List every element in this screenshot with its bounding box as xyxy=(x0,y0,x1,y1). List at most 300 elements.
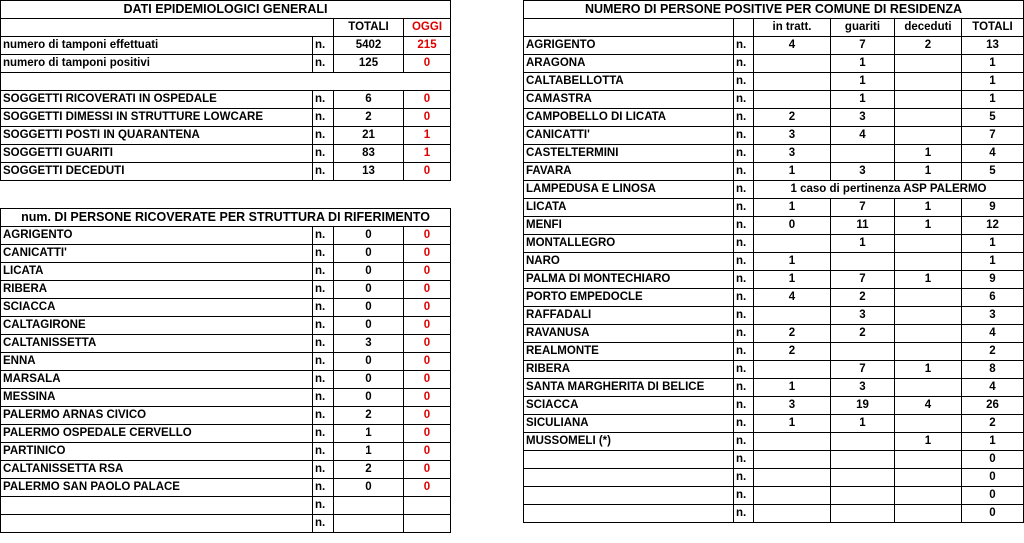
row-label: CALTANISSETTA RSA xyxy=(1,461,313,479)
row-label: CANICATTI' xyxy=(1,245,313,263)
row-label xyxy=(524,487,734,505)
row-in-tratt: 4 xyxy=(754,289,831,307)
table-row xyxy=(1,109,451,127)
row-n: n. xyxy=(734,451,754,469)
row-totali: 21 xyxy=(334,127,404,145)
row-in-tratt: 1 xyxy=(754,253,831,271)
row-totali: 0 xyxy=(334,245,404,263)
row-deceduti xyxy=(895,343,962,361)
row-label: AGRIGENTO xyxy=(524,37,734,55)
row-n: n. xyxy=(734,253,754,271)
row-deceduti xyxy=(895,289,962,307)
row-n: n. xyxy=(313,299,334,317)
row-n: n. xyxy=(313,443,334,461)
row-totali: 0 xyxy=(334,299,404,317)
table-row xyxy=(524,397,1024,415)
row-in-tratt: 1 xyxy=(754,271,831,289)
row-totali: 1 xyxy=(962,433,1024,451)
row-guariti: 1 xyxy=(831,91,895,109)
row-in-tratt: 3 xyxy=(754,145,831,163)
row-label: SICULIANA xyxy=(524,415,734,433)
row-label: NARO xyxy=(524,253,734,271)
row-n: n. xyxy=(313,37,334,55)
row-oggi: 0 xyxy=(404,163,451,181)
row-oggi: 0 xyxy=(404,109,451,127)
row-label: PALERMO SAN PAOLO PALACE xyxy=(1,479,313,497)
row-deceduti: 1 xyxy=(895,145,962,163)
row-totali: 7 xyxy=(962,127,1024,145)
row-oggi: 0 xyxy=(404,371,451,389)
row-n: n. xyxy=(734,469,754,487)
row-totali: 12 xyxy=(962,217,1024,235)
row-in-tratt: 1 xyxy=(754,199,831,217)
table-row xyxy=(1,515,451,533)
row-label: CAMASTRA xyxy=(524,91,734,109)
row-deceduti: 1 xyxy=(895,433,962,451)
row-label: SCIACCA xyxy=(1,299,313,317)
row-deceduti xyxy=(895,91,962,109)
row-totali: 6 xyxy=(962,289,1024,307)
row-oggi: 0 xyxy=(404,281,451,299)
row-label: RAVANUSA xyxy=(524,325,734,343)
row-n: n. xyxy=(313,335,334,353)
row-totali: 2 xyxy=(334,109,404,127)
row-guariti xyxy=(831,505,895,523)
row-deceduti xyxy=(895,235,962,253)
row-n: n. xyxy=(313,389,334,407)
row-deceduti xyxy=(895,73,962,91)
table-row xyxy=(1,245,451,263)
row-n: n. xyxy=(734,397,754,415)
row-oggi: 0 xyxy=(404,461,451,479)
table-row xyxy=(524,145,1024,163)
row-n: n. xyxy=(734,109,754,127)
row-n: n. xyxy=(313,353,334,371)
row-note: 1 caso di pertinenza ASP PALERMO xyxy=(754,181,1024,199)
row-oggi: 0 xyxy=(404,425,451,443)
row-n: n. xyxy=(313,55,334,73)
row-guariti: 7 xyxy=(831,199,895,217)
table-row xyxy=(524,163,1024,181)
row-in-tratt: 2 xyxy=(754,325,831,343)
row-guariti: 19 xyxy=(831,397,895,415)
col-deceduti: deceduti xyxy=(895,19,962,37)
row-oggi: 0 xyxy=(404,407,451,425)
row-totali: 5 xyxy=(962,109,1024,127)
table-row xyxy=(1,389,451,407)
row-label: CASTELTERMINI xyxy=(524,145,734,163)
row-label: SOGGETTI GUARITI xyxy=(1,145,313,163)
table-row xyxy=(524,361,1024,379)
row-n: n. xyxy=(734,217,754,235)
row-n: n. xyxy=(734,307,754,325)
row-n: n. xyxy=(313,245,334,263)
table-row xyxy=(524,343,1024,361)
row-label: CALTABELLOTTA xyxy=(524,73,734,91)
row-totali: 0 xyxy=(334,263,404,281)
row-n: n. xyxy=(313,515,334,533)
row-label: PORTO EMPEDOCLE xyxy=(524,289,734,307)
row-oggi: 0 xyxy=(404,389,451,407)
table-row xyxy=(524,127,1024,145)
table-row xyxy=(1,317,451,335)
row-label: ENNA xyxy=(1,353,313,371)
table-row xyxy=(1,281,451,299)
row-totali: 2 xyxy=(334,461,404,479)
row-label: PALERMO OSPEDALE CERVELLO xyxy=(1,425,313,443)
row-deceduti: 1 xyxy=(895,163,962,181)
row-n: n. xyxy=(313,163,334,181)
table-row xyxy=(524,271,1024,289)
general-title: DATI EPIDEMIOLOGICI GENERALI xyxy=(1,1,451,19)
row-in-tratt: 1 xyxy=(754,163,831,181)
table-row xyxy=(524,451,1024,469)
col-in-tratt: in tratt. xyxy=(754,19,831,37)
table-row xyxy=(524,235,1024,253)
row-label: LICATA xyxy=(1,263,313,281)
table-row xyxy=(1,37,451,55)
row-guariti: 11 xyxy=(831,217,895,235)
row-in-tratt xyxy=(754,451,831,469)
row-guariti: 7 xyxy=(831,37,895,55)
row-n: n. xyxy=(313,263,334,281)
row-label xyxy=(524,469,734,487)
row-label: PALERMO ARNAS CIVICO xyxy=(1,407,313,425)
table-row xyxy=(1,425,451,443)
hospitals-title: num. DI PERSONE RICOVERATE PER STRUTTURA DI RIFERIMENTO xyxy=(1,209,451,227)
col-guariti: guariti xyxy=(831,19,895,37)
row-label: MESSINA xyxy=(1,389,313,407)
table-row xyxy=(1,55,451,73)
row-oggi xyxy=(404,515,451,533)
row-totali: 0 xyxy=(962,487,1024,505)
row-in-tratt: 3 xyxy=(754,397,831,415)
row-oggi: 0 xyxy=(404,317,451,335)
row-totali: 3 xyxy=(334,335,404,353)
row-guariti: 2 xyxy=(831,325,895,343)
table-row xyxy=(1,443,451,461)
row-in-tratt: 2 xyxy=(754,343,831,361)
row-n: n. xyxy=(313,127,334,145)
row-deceduti: 4 xyxy=(895,397,962,415)
row-totali: 1 xyxy=(962,253,1024,271)
hospitals-table xyxy=(0,208,451,533)
row-totali: 0 xyxy=(334,479,404,497)
table-row xyxy=(1,91,451,109)
row-guariti: 1 xyxy=(831,235,895,253)
table-row xyxy=(524,307,1024,325)
row-in-tratt xyxy=(754,487,831,505)
row-totali: 0 xyxy=(334,389,404,407)
row-n: n. xyxy=(734,433,754,451)
row-label: SANTA MARGHERITA DI BELICE xyxy=(524,379,734,397)
row-deceduti: 1 xyxy=(895,217,962,235)
row-totali: 9 xyxy=(962,271,1024,289)
row-totali: 0 xyxy=(334,353,404,371)
row-label xyxy=(1,497,313,515)
table-row xyxy=(1,163,451,181)
row-n: n. xyxy=(313,145,334,163)
row-guariti xyxy=(831,487,895,505)
table-row xyxy=(1,371,451,389)
row-n: n. xyxy=(313,425,334,443)
row-label: LICATA xyxy=(524,199,734,217)
row-deceduti: 1 xyxy=(895,199,962,217)
row-n: n. xyxy=(313,109,334,127)
row-oggi: 0 xyxy=(404,479,451,497)
row-totali: 5 xyxy=(962,163,1024,181)
row-label: CALTANISSETTA xyxy=(1,335,313,353)
row-guariti xyxy=(831,451,895,469)
row-label: numero di tamponi positivi xyxy=(1,55,313,73)
row-n: n. xyxy=(734,55,754,73)
row-deceduti xyxy=(895,127,962,145)
row-label: SOGGETTI DIMESSI IN STRUTTURE LOWCARE xyxy=(1,109,313,127)
row-label: numero di tamponi effettuati xyxy=(1,37,313,55)
row-totali: 2 xyxy=(962,415,1024,433)
row-totali: 0 xyxy=(334,371,404,389)
row-in-tratt xyxy=(754,433,831,451)
row-label: SCIACCA xyxy=(524,397,734,415)
row-guariti: 7 xyxy=(831,271,895,289)
table-row xyxy=(524,505,1024,523)
comuni-table xyxy=(523,0,1024,523)
row-label: MUSSOMELI (*) xyxy=(524,433,734,451)
table-row xyxy=(524,433,1024,451)
table-row xyxy=(524,325,1024,343)
table-row xyxy=(1,227,451,245)
row-in-tratt: 4 xyxy=(754,37,831,55)
row-n: n. xyxy=(734,505,754,523)
table-row xyxy=(1,145,451,163)
row-n: n. xyxy=(313,407,334,425)
row-n: n. xyxy=(734,325,754,343)
row-totali: 13 xyxy=(962,37,1024,55)
row-totali: 4 xyxy=(962,379,1024,397)
table-row xyxy=(524,109,1024,127)
row-guariti: 3 xyxy=(831,109,895,127)
row-totali: 0 xyxy=(962,505,1024,523)
table-row xyxy=(524,217,1024,235)
row-totali: 0 xyxy=(962,469,1024,487)
row-in-tratt: 1 xyxy=(754,415,831,433)
row-guariti: 1 xyxy=(831,415,895,433)
table-row xyxy=(524,253,1024,271)
row-label xyxy=(1,515,313,533)
table-row xyxy=(524,487,1024,505)
table-row xyxy=(524,469,1024,487)
col-oggi: OGGI xyxy=(404,19,451,37)
row-label: MENFI xyxy=(524,217,734,235)
row-in-tratt xyxy=(754,91,831,109)
row-guariti: 3 xyxy=(831,379,895,397)
row-n: n. xyxy=(313,91,334,109)
row-in-tratt: 3 xyxy=(754,127,831,145)
row-in-tratt xyxy=(754,361,831,379)
row-n: n. xyxy=(734,37,754,55)
row-n: n. xyxy=(734,163,754,181)
row-label: PARTINICO xyxy=(1,443,313,461)
comuni-title: NUMERO DI PERSONE POSITIVE PER COMUNE DI RESIDENZA xyxy=(524,1,1024,19)
row-guariti: 3 xyxy=(831,163,895,181)
row-guariti: 1 xyxy=(831,55,895,73)
row-totali: 1 xyxy=(962,55,1024,73)
row-n: n. xyxy=(734,127,754,145)
row-label: CANICATTI' xyxy=(524,127,734,145)
table-row xyxy=(524,37,1024,55)
row-label: RIBERA xyxy=(1,281,313,299)
row-in-tratt: 0 xyxy=(754,217,831,235)
row-label: ARAGONA xyxy=(524,55,734,73)
row-totali: 8 xyxy=(962,361,1024,379)
row-oggi: 0 xyxy=(404,227,451,245)
general-data-table xyxy=(0,0,451,181)
row-oggi: 1 xyxy=(404,145,451,163)
row-n: n. xyxy=(313,479,334,497)
col-totali-comuni: TOTALI xyxy=(962,19,1024,37)
row-oggi: 0 xyxy=(404,91,451,109)
row-n: n. xyxy=(734,361,754,379)
table-row xyxy=(524,199,1024,217)
row-oggi: 0 xyxy=(404,299,451,317)
row-totali: 83 xyxy=(334,145,404,163)
row-label: RAFFADALI xyxy=(524,307,734,325)
row-totali: 9 xyxy=(962,199,1024,217)
table-row xyxy=(524,415,1024,433)
row-n: n. xyxy=(313,461,334,479)
row-totali: 4 xyxy=(962,325,1024,343)
row-guariti: 4 xyxy=(831,127,895,145)
row-oggi: 0 xyxy=(404,443,451,461)
row-label: SOGGETTI POSTI IN QUARANTENA xyxy=(1,127,313,145)
row-n: n. xyxy=(313,227,334,245)
row-deceduti xyxy=(895,325,962,343)
row-totali xyxy=(334,497,404,515)
row-in-tratt xyxy=(754,55,831,73)
row-totali: 1 xyxy=(334,443,404,461)
row-totali: 2 xyxy=(962,343,1024,361)
row-label: MARSALA xyxy=(1,371,313,389)
row-totali: 1 xyxy=(962,235,1024,253)
table-row xyxy=(1,353,451,371)
row-deceduti xyxy=(895,253,962,271)
row-n: n. xyxy=(734,91,754,109)
row-in-tratt xyxy=(754,505,831,523)
row-totali: 1 xyxy=(962,91,1024,109)
table-row xyxy=(524,379,1024,397)
row-totali: 13 xyxy=(334,163,404,181)
row-guariti xyxy=(831,343,895,361)
table-row xyxy=(1,407,451,425)
row-oggi: 215 xyxy=(404,37,451,55)
row-n: n. xyxy=(734,145,754,163)
row-totali: 0 xyxy=(962,451,1024,469)
row-totali: 0 xyxy=(334,227,404,245)
table-row xyxy=(1,497,451,515)
row-deceduti xyxy=(895,415,962,433)
row-totali: 0 xyxy=(334,317,404,335)
row-label xyxy=(524,505,734,523)
row-totali: 125 xyxy=(334,55,404,73)
table-row xyxy=(524,289,1024,307)
table-row xyxy=(1,127,451,145)
table-row xyxy=(524,55,1024,73)
row-n: n. xyxy=(313,497,334,515)
row-n: n. xyxy=(734,235,754,253)
row-in-tratt xyxy=(754,235,831,253)
table-row xyxy=(1,479,451,497)
row-totali: 0 xyxy=(334,281,404,299)
row-deceduti: 2 xyxy=(895,37,962,55)
row-label: AGRIGENTO xyxy=(1,227,313,245)
row-oggi: 0 xyxy=(404,353,451,371)
row-label xyxy=(524,451,734,469)
row-deceduti: 1 xyxy=(895,361,962,379)
table-row xyxy=(524,181,1024,199)
row-in-tratt: 1 xyxy=(754,379,831,397)
row-n: n. xyxy=(734,289,754,307)
row-n: n. xyxy=(734,181,754,199)
row-oggi: 0 xyxy=(404,335,451,353)
row-in-tratt xyxy=(754,307,831,325)
row-n: n. xyxy=(734,199,754,217)
row-totali: 26 xyxy=(962,397,1024,415)
col-totali: TOTALI xyxy=(334,19,404,37)
row-totali: 4 xyxy=(962,145,1024,163)
row-guariti xyxy=(831,433,895,451)
row-totali: 6 xyxy=(334,91,404,109)
row-guariti: 7 xyxy=(831,361,895,379)
row-n: n. xyxy=(313,281,334,299)
row-guariti xyxy=(831,469,895,487)
table-row xyxy=(524,73,1024,91)
row-deceduti xyxy=(895,505,962,523)
row-deceduti xyxy=(895,55,962,73)
row-deceduti xyxy=(895,451,962,469)
row-oggi: 0 xyxy=(404,263,451,281)
row-deceduti: 1 xyxy=(895,271,962,289)
row-label: SOGGETTI DECEDUTI xyxy=(1,163,313,181)
row-guariti: 3 xyxy=(831,307,895,325)
row-deceduti xyxy=(895,487,962,505)
row-guariti xyxy=(831,253,895,271)
row-label: CAMPOBELLO DI LICATA xyxy=(524,109,734,127)
row-n: n. xyxy=(734,415,754,433)
row-in-tratt: 2 xyxy=(754,109,831,127)
row-oggi xyxy=(404,497,451,515)
row-label: REALMONTE xyxy=(524,343,734,361)
row-totali: 1 xyxy=(334,425,404,443)
row-guariti: 1 xyxy=(831,73,895,91)
row-label: FAVARA xyxy=(524,163,734,181)
row-n: n. xyxy=(734,379,754,397)
row-label: RIBERA xyxy=(524,361,734,379)
row-label: MONTALLEGRO xyxy=(524,235,734,253)
row-in-tratt xyxy=(754,73,831,91)
row-n: n. xyxy=(734,487,754,505)
row-totali: 5402 xyxy=(334,37,404,55)
row-n: n. xyxy=(734,343,754,361)
table-row xyxy=(1,335,451,353)
table-row xyxy=(524,91,1024,109)
row-label: SOGGETTI RICOVERATI IN OSPEDALE xyxy=(1,91,313,109)
row-guariti xyxy=(831,145,895,163)
row-guariti: 2 xyxy=(831,289,895,307)
row-deceduti xyxy=(895,307,962,325)
spacer-row xyxy=(1,73,451,91)
row-totali: 1 xyxy=(962,73,1024,91)
row-oggi: 0 xyxy=(404,55,451,73)
